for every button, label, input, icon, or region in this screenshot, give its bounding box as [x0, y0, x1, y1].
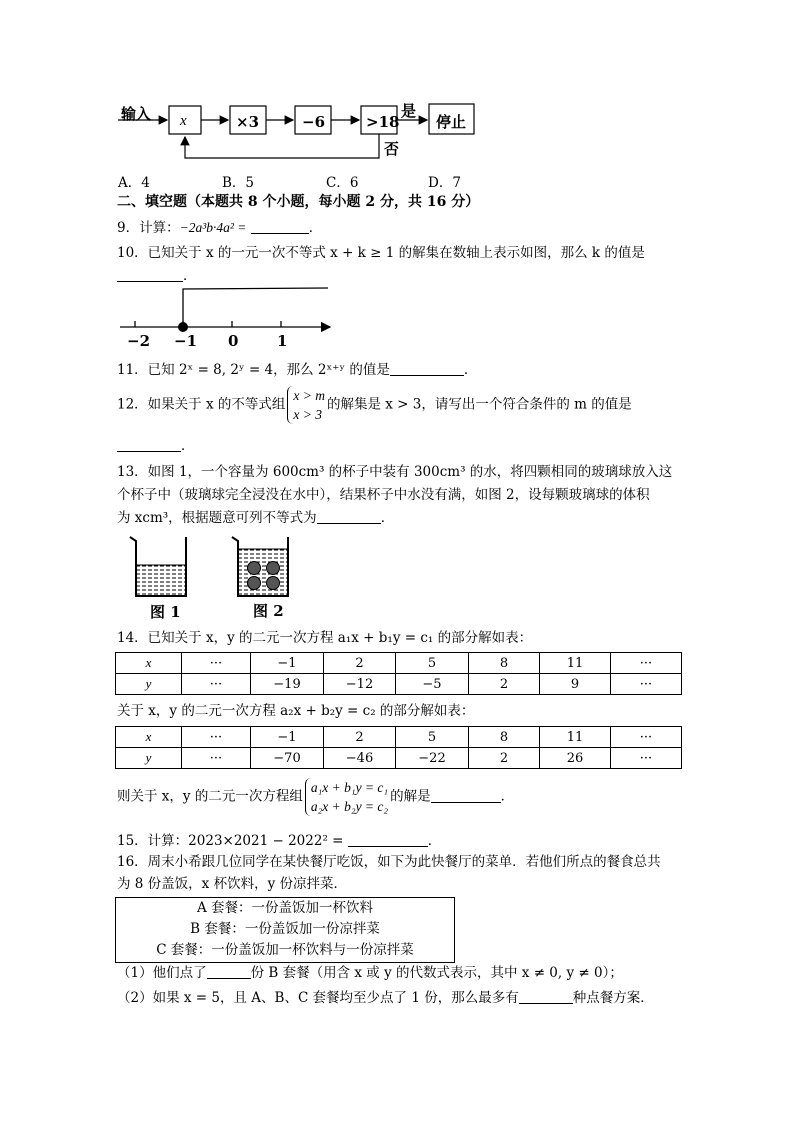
table-cell: ···: [182, 727, 251, 748]
q12-prefix: 12．如果关于 x 的不等式组: [117, 396, 286, 413]
table-cell: ···: [182, 653, 251, 674]
solid-point: [178, 322, 188, 332]
q9-answer-blank[interactable]: [251, 219, 309, 234]
table-cell: 5: [396, 727, 469, 748]
table-cell: 26: [540, 748, 611, 769]
table-cell: 8: [469, 727, 540, 748]
flow-input-label: 输入: [121, 105, 152, 123]
flow-no-label: 否: [384, 140, 400, 158]
option-a: A．4: [118, 175, 150, 191]
menu-item-c: C 套餐：一份盖饭加一杯饮料与一份凉拌菜: [156, 942, 414, 958]
q12-system-row-1: x > m: [293, 388, 325, 403]
glass-ball: [248, 562, 261, 575]
table-cell: −19: [251, 674, 324, 695]
question-13-line-1: 13．如图 1，一个容量为 600cm³ 的杯子中装有 300cm³ 的水，将四颗相同的玻璃球放入这: [117, 464, 673, 480]
q12-system-row-2: x > 3: [293, 407, 322, 422]
q16-part2-prefix: （2）如果 x = 5，且 A、B、C 套餐均至少点了 1 份，那么最多有: [117, 990, 519, 1006]
question-9: [117, 218, 322, 238]
table-cell: ···: [182, 748, 251, 769]
table-cell: ···: [611, 674, 682, 695]
q13-line-3-text: 为 xcm³，根据题意可列不等式为: [117, 510, 317, 526]
question-13-line-2: 个杯子中（玻璃球完全浸没在水中），结果杯子中水没有满，如图 2，设每颗玻璃球的体积: [117, 487, 650, 503]
table-cell: ···: [611, 727, 682, 748]
table-cell: −5: [396, 674, 469, 695]
flow-box-gt18: >18: [366, 113, 400, 131]
q14-system-suffix: 的解是: [390, 788, 431, 805]
question-12-blank-line: [117, 436, 195, 456]
table-cell: 5: [396, 653, 469, 674]
figure-2-label: 图 2: [253, 602, 284, 620]
q13-answer-blank[interactable]: [317, 509, 381, 524]
flow-box-x: x: [180, 113, 187, 129]
table-cell: y: [116, 674, 182, 695]
table-cell: 2: [324, 653, 396, 674]
q16-part1-suffix: 份 B 套餐（用含 x 或 y 的代数式表示，其中 x ≠ 0, y ≠ 0）；: [250, 965, 623, 981]
tick-label-neg1: −1: [174, 332, 198, 350]
menu-item-b: B 套餐：一份盖饭加一份凉拌菜: [190, 921, 380, 937]
q14-system-prefix: 则关于 x，y 的二元一次方程组: [117, 788, 303, 805]
q14-system-row-1: a₁x + b₁y = c₁: [310, 780, 389, 795]
table-cell: x: [116, 653, 182, 674]
table-cell: 8: [469, 653, 540, 674]
q12-system: [287, 386, 325, 424]
table-cell: −1: [251, 727, 324, 748]
table-row: [116, 727, 682, 748]
glass-ball: [267, 562, 280, 575]
table-cell: 2: [469, 748, 540, 769]
q10-suffix: ．: [183, 268, 197, 284]
q14-system: [305, 778, 388, 816]
q15-answer-blank[interactable]: [348, 832, 428, 847]
q14-answer-blank[interactable]: [431, 788, 501, 803]
q16-part2-suffix: 种点餐方案．: [572, 990, 654, 1006]
question-14-intro-2: 关于 x，y 的二元一次方程 a₂x + b₂y = c₂ 的部分解如表：: [117, 703, 475, 719]
question-16-line-2: 为 8 份盖饭，x 杯饮料，y 份凉拌菜．: [117, 876, 347, 892]
solution-table-1: [115, 652, 682, 695]
tick-label-neg2: −2: [127, 332, 151, 350]
q12-answer-blank[interactable]: [117, 437, 181, 452]
table-cell: ···: [182, 674, 251, 695]
table-cell: 9: [540, 674, 611, 695]
beaker-figures: [124, 532, 304, 602]
table-cell: 2: [324, 727, 396, 748]
q16-part1-prefix: （1）他们点了: [117, 965, 207, 981]
q16-part2-answer-blank[interactable]: [519, 989, 573, 1004]
table-cell: ···: [611, 748, 682, 769]
table-cell: −12: [324, 674, 396, 695]
q15-suffix: ．: [427, 833, 442, 849]
q10-answer-blank[interactable]: [117, 267, 183, 282]
flow-yes-label: 是: [401, 102, 417, 120]
question-15: [117, 831, 441, 851]
table-cell: 11: [540, 727, 611, 748]
table-row: [116, 674, 682, 695]
q11-text: 11．已知 2ˣ = 8, 2ʸ = 4，那么 2ˣ⁺ʸ 的值是: [117, 362, 390, 378]
glass-ball: [267, 577, 280, 590]
q16-part1-answer-blank[interactable]: [207, 964, 251, 979]
menu-box: [115, 897, 455, 963]
q11-answer-blank[interactable]: [390, 361, 464, 376]
q12-end: ．: [181, 438, 195, 454]
figure-1-label: 图 1: [150, 603, 181, 621]
table-cell: y: [116, 748, 182, 769]
question-16-part-2: [117, 988, 654, 1008]
tick-label-1: 1: [277, 332, 288, 350]
flow-stop-label: 停止: [436, 113, 467, 131]
tick-label-0: 0: [228, 332, 239, 350]
q13-suffix: ．: [380, 510, 395, 526]
q9-suffix: ．: [308, 220, 323, 236]
question-16-part-1: [117, 963, 623, 983]
table-cell: −70: [251, 748, 324, 769]
menu-item-a: A 套餐：一份盖饭加一杯饮料: [196, 900, 374, 916]
q9-prefix: 9．计算：: [117, 220, 180, 236]
question-12: [117, 386, 632, 424]
table-cell: 2: [469, 674, 540, 695]
table-cell: x: [116, 727, 182, 748]
table-cell: −46: [324, 748, 396, 769]
q12-suffix: 的解集是 x > 3，请写出一个符合条件的 m 的值是: [326, 396, 632, 413]
q11-suffix: ．: [463, 362, 478, 378]
table-row: [116, 653, 682, 674]
flowchart-diagram: [115, 96, 485, 162]
flow-box-minus6: −6: [302, 113, 326, 131]
table-cell: −1: [251, 653, 324, 674]
question-13-line-3: [117, 508, 394, 528]
flow-box-times3: ×3: [236, 113, 260, 131]
question-11: [117, 360, 477, 380]
question-14-intro-1: 14．已知关于 x，y 的二元一次方程 a₁x + b₁y = c₁ 的部分解如表：: [117, 630, 533, 646]
q14-system-row-2: a₂x + b₂y = c₂: [310, 799, 389, 814]
question-10-text: 10．已知关于 x 的一元一次不等式 x + k ≥ 1 的解集在数轴上表示如图，那么 k 的值是: [117, 245, 645, 261]
option-d: D．7: [428, 175, 461, 191]
section-heading: 二、填空题（本题共 8 个小题，每小题 2 分，共 16 分）: [117, 194, 480, 210]
question-14-system: [117, 778, 514, 816]
question-16-line-1: 16．周末小希跟几位同学在某快餐厅吃饭，如下为此快餐厅的菜单．若他们所点的餐食总共: [117, 854, 661, 870]
glass-ball: [248, 577, 261, 590]
table-cell: −22: [396, 748, 469, 769]
q14-end: ．: [500, 788, 515, 805]
water-level-fig1: [137, 565, 185, 595]
option-c: C．6: [326, 175, 359, 191]
table-row: [116, 748, 682, 769]
solution-table-2: [115, 726, 682, 769]
option-b: B．5: [222, 175, 255, 191]
q15-text: 15．计算：2023×2021 − 2022² =: [117, 833, 344, 849]
water-level-fig2: [239, 549, 287, 595]
q9-expression: −2a³b·4a² =: [179, 220, 247, 235]
table-cell: 11: [540, 653, 611, 674]
table-cell: ···: [611, 653, 682, 674]
